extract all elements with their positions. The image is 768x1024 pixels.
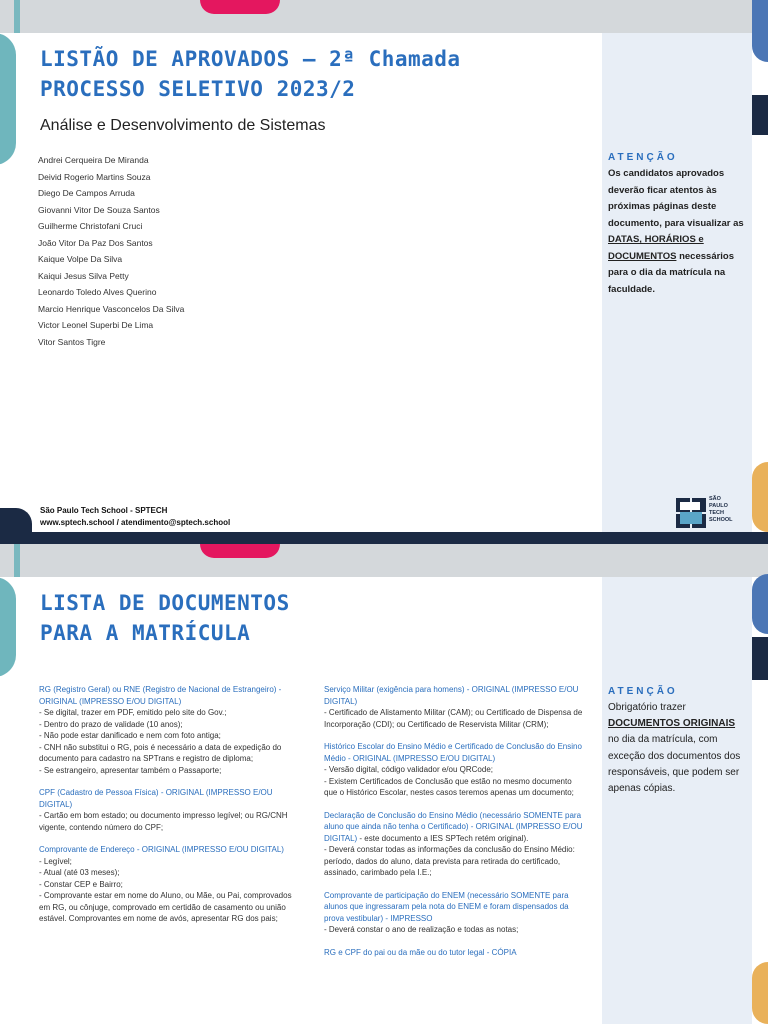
footer-school-name: São Paulo Tech School - SPTECH [40,506,168,515]
course-name: Análise e Desenvolvimento de Sistemas [40,117,326,134]
document-item-heading: RG (Registro Geral) ou RNE (Registro de Nacional de Estrangeiro) - ORIGINAL (IMPRESSO E/OU DIGITAL) [39,685,282,706]
document-item [39,787,301,833]
document-item-line: - Se estrangeiro, apresentar também o Passaporte; [39,765,222,775]
document-item-line: - Não pode estar danificado e nem com foto antiga; [39,731,221,740]
document-item-line: - Legível; [39,856,72,866]
sptech-logo-mark-icon [676,498,706,528]
document-item [324,890,586,936]
document-item [39,844,301,925]
document-item-line: - Versão digital, código validador e/ou QRCode; [324,765,493,774]
documents-left-column [39,684,301,936]
document-item-line: - Deverá constar todas as informações da conclusão do Ensino Médio: período, dados do aluno, data prevista para retirada do certificado, assinado, carimbado pela I.E.; [324,845,575,877]
top-decor-bar [0,0,768,33]
footer [40,505,230,529]
document-item-line: - CNH não substitui o RG, pois é necessário a data de expedição do documento para cadastro na SPTrans e registro de diploma; [39,742,282,763]
page-title-line2: PROCESSO SELETIVO 2023/2 [40,77,356,101]
document-item-line: - Deverá constar o ano de realização e todas as notas; [324,925,519,934]
document-item-line: - Atual (até 03 meses); [39,868,120,877]
sptech-logo-text [709,496,733,524]
approved-name: Leonardo Toledo Alves Querino [38,287,157,297]
document-item [324,741,586,799]
decor-right-navy [752,95,768,135]
decor-right-gold [752,462,768,532]
document-item-heading: Comprovante de Endereço - ORIGINAL (IMPRESSO E/OU DIGITAL) [39,845,284,854]
logo-text-line: SÃO [709,496,721,502]
approved-name: Marcio Henrique Vasconcelos Da Silva [38,303,185,314]
decor-pink-arc [200,544,280,558]
top-decor-bar [0,544,768,577]
documents-right-column [324,684,586,969]
document-item [324,810,586,879]
approved-name: Andrei Cerqueira De Miranda [38,155,149,165]
decor-vertical-stripe [14,544,20,577]
logo-text-line: PAULO [709,503,728,509]
document-item-line: - Certificado de Alistamento Militar (CAM); ou Certificado de Dispensa de Incorporação (CDI); ou Certificado de Reservista Militar (CRM); [324,708,583,729]
decor-pink-arc [200,0,280,14]
approved-name: Victor Leonel Superbi De Lima [38,320,154,330]
document-item-line: - Comprovante estar em nome do Aluno, ou Mãe, ou Pai, comprovados em RG, ou cônjuge, comprovado em certidão de casamento ou união estável. Comprovantes em nome de avós, apresentar RG dos pais; [39,891,292,923]
document-item-line: - Constar CEP e Bairro; [39,879,123,889]
document-item-heading: Declaração de Conclusão do Ensino Médio (necessário SOMENTE para aluno que ainda não tenha o Certificado) - ORIGINAL (IMPRESSO E/OU DIGITAL) [324,810,583,843]
logo-text-line: SCHOOL [709,517,733,523]
page-title-line1: LISTÃO DE APROVADOS – 2ª Chamada [40,47,461,71]
document-item-line: - Cartão em bom estado; ou documento impresso legível; ou RG/CNH vigente, contendo número do CPF; [39,811,288,832]
document-item-heading: CPF (Cadastro de Pessoa Física) - ORIGINAL (IMPRESSO E/OU DIGITAL) [39,788,273,809]
document-item-line: - Existem Certificados de Conclusão que estão no mesmo documento que o Histórico Escolar, nestes casos teremos apenas um documento; [324,776,574,797]
approved-name: Guilherme Christofani Cruci [38,221,143,231]
approved-name: Deivid Rogerio Martins Souza [38,171,151,182]
document-item-heading: Comprovante de participação do ENEM (necessário SOMENTE para alunos que ingressaram pela nota do ENEM e foram dispensados da prova vestibular) - IMPRESSO [324,890,569,923]
attention-text: Obrigatório trazer DOCUMENTOS ORIGINAIS no dia da matrícula, com exceção dos documentos dos responsáveis, que podem ser apenas cópias. [608,702,741,795]
approved-name: João Vitor Da Paz Dos Santos [38,237,153,248]
document-item [324,684,586,730]
page-title-line2: PARA A MATRÍCULA [40,621,251,645]
approved-name: Diego De Campos Arruda [38,188,135,198]
attention-title: ATENÇÃO [608,686,678,697]
approved-name: Kaique Volpe Da Silva [38,254,123,264]
bottom-navy-bar [0,532,768,544]
approved-name: Kaiqui Jesus Silva Petty [38,270,129,281]
approved-list [38,152,184,350]
document-item-heading: Serviço Militar (exigência para homens) - ORIGINAL (IMPRESSO E/OU DIGITAL) [324,685,579,706]
sptech-logo [676,496,736,530]
document-item [39,684,301,776]
attention-title: ATENÇÃO [608,152,678,163]
document-item-heading-tail: - este documento a IES SPTech retém original). [357,833,529,843]
attention-sidebar [602,577,752,1024]
document-item-heading: RG e CPF do pai ou da mãe ou do tutor legal - CÓPIA [324,947,517,957]
document-item-heading: Histórico Escolar do Ensino Médio e Certificado de Conclusão do Ensino Médio - ORIGINAL (IMPRESSO E/OU DIGITAL) [324,742,582,763]
footer-contact[interactable]: www.sptech.school / atendimento@sptech.school [40,518,231,527]
decor-teal-tab [0,577,16,677]
decor-right-blue [752,0,768,62]
decor-right-navy [752,637,768,680]
document-item [324,947,586,959]
approved-name: Giovanni Vitor De Souza Santos [38,204,160,215]
approved-name: Vitor Santos Tigre [38,336,106,347]
decor-vertical-stripe [14,0,20,33]
decor-teal-tab [0,33,16,165]
decor-right-gold [752,962,768,1024]
document-item-line: - Dentro do prazo de validade (10 anos); [39,719,183,729]
page-title-line1: LISTA DE DOCUMENTOS [40,591,290,615]
logo-text-line: TECH [709,510,724,516]
document-item-line: - Se digital, trazer em PDF, emitido pelo site do Gov.; [39,708,227,717]
attention-text: Os candidatos aprovados deverão ficar atentos às próximas páginas deste documento, para visualizar as DATAS, HORÁRIOS e DOCUMENTOS necessários para o dia da matrícula na faculdade. [608,168,744,295]
decor-right-blue [752,574,768,634]
